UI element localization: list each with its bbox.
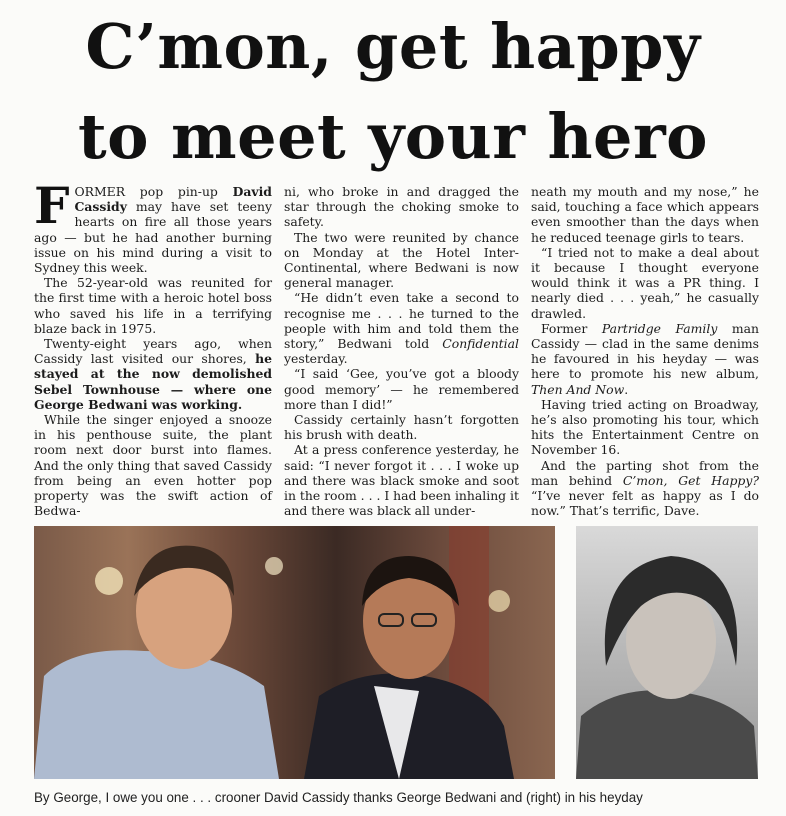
photo-cassidy-and-bedwani	[34, 526, 555, 779]
text-italic: Confidential	[442, 336, 519, 352]
text-bold: he stayed at the now demolished Sebel Townhouse — where one	[34, 351, 272, 397]
text-bold: was working.	[151, 396, 243, 412]
paragraph	[531, 458, 759, 519]
text-span: Twenty-eight years ago, when Cassidy last visited our shores,	[34, 336, 272, 367]
paragraph	[34, 336, 272, 412]
drop-cap: F	[34, 176, 70, 235]
text-span: “I’ve never felt as happy as I do now.” That’s terrific, Dave.	[531, 488, 759, 519]
article-column-3	[531, 184, 759, 518]
paragraph	[34, 176, 272, 276]
paragraph: ni, who broke in and dragged the star through the choking smoke to safety.	[284, 184, 519, 230]
photo-caption: By George, I owe you one . . . crooner David Cassidy thanks George Bedwani and (right) in his heyday	[34, 790, 643, 805]
paragraph: The 52-year-old was reunited for the first time with a heroic hotel boss who saved his life in a terrifying blaze back in 1975.	[34, 275, 272, 336]
paragraph	[284, 290, 519, 366]
photo-illustration	[576, 526, 758, 779]
paragraph: neath my mouth and my nose,” he said, touching a face which appears even smoother than the days when he reduced teenage girls to tears.	[531, 184, 759, 245]
text-span: And the parting shot from the man behind	[531, 457, 759, 488]
cassidy-shirt	[34, 650, 279, 779]
text-italic: C’mon, Get Happy?	[622, 472, 759, 488]
paragraph: While the singer enjoyed a snooze in his penthouse suite, the plant room next door burst into flames. And the only thing that saved Cassidy from being an even hotter pop property was the swift action of Bedwa-	[34, 412, 272, 519]
paragraph: Having tried acting on Broadway, he’s also promoting his tour, which hits the Entertainment Centre on November 16.	[531, 396, 759, 458]
light-icon	[95, 567, 123, 595]
text-span: Former	[541, 320, 588, 336]
text-span: may have set teeny hearts on fire all those years ago — but he had another burning issue on his mind during a visit to Sydney this week.	[34, 199, 272, 276]
light-icon	[265, 557, 283, 575]
headline-line-2: to meet your hero	[77, 100, 709, 173]
photo-illustration	[34, 526, 555, 779]
text-span: “He didn’t even take a second to recognise me . . . he turned to the people with him and told them the story,” Bedwani told	[284, 290, 519, 352]
photo-young-cassidy	[576, 526, 758, 779]
article-column-1	[34, 176, 272, 519]
headline-line-1: C’mon, get happy	[85, 10, 701, 83]
article-column-2	[284, 184, 519, 518]
shirt	[576, 690, 758, 779]
text-span: yesterday.	[284, 351, 348, 367]
text-italic: Partridge Family	[601, 320, 718, 336]
light-icon	[488, 590, 510, 612]
paragraph: Cassidy certainly hasn’t forgotten his brush with death.	[284, 412, 519, 443]
name-david-cassidy: David Cassidy	[74, 184, 272, 215]
paragraph: The two were reunited by chance on Monday at the Hotel Inter-Continental, where Bedwani is now general manager.	[284, 229, 519, 291]
text-span: .	[624, 381, 629, 397]
paragraph	[531, 321, 759, 397]
paragraph: At a press conference yesterday, he said: “I never forgot it . . . I woke up and there was black smoke and soot in the room . . . I had been inhaling it and there was black all under-	[284, 442, 519, 519]
paragraph: “I said ‘Gee, you’ve got a bloody good memory’ — he remembered more than I did!”	[284, 366, 519, 412]
text-span: ORMER pop pin-up	[74, 184, 218, 199]
text-italic: Then And Now	[531, 381, 625, 397]
paragraph: “I tried not to make a deal about it because I thought everyone would think it was a PR thing. I nearly died . . . yeah,” he casually drawled.	[531, 244, 759, 321]
text-span: man Cassidy — clad in the same denims he favoured in his heyday — was here to promote his new album,	[531, 320, 759, 382]
name-george-bedwani: George Bedwani	[34, 396, 148, 412]
